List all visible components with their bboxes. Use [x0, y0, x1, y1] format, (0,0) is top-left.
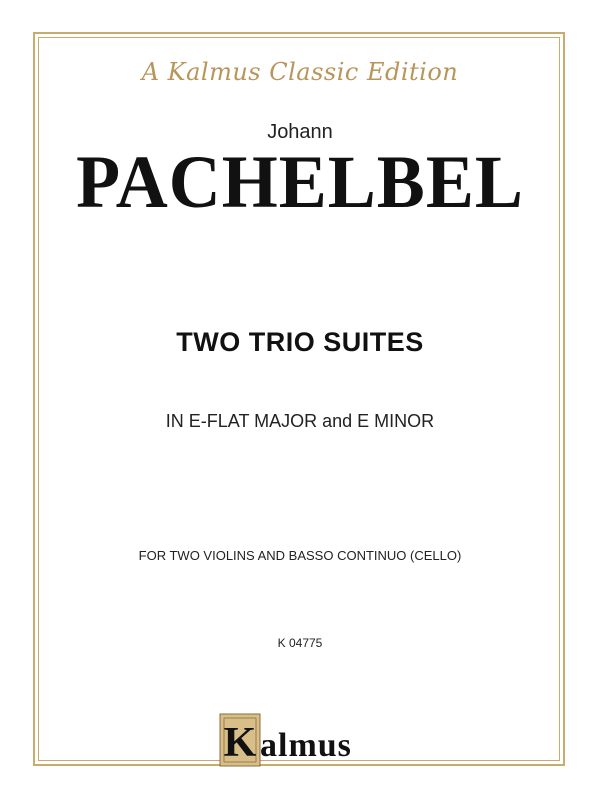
composer-first-name: Johann	[267, 121, 333, 143]
composer-last-name: PACHELBEL	[76, 140, 524, 224]
logo-initial: K	[223, 720, 257, 766]
kalmus-logo	[218, 712, 384, 768]
work-title: TWO TRIO SUITES	[176, 327, 424, 357]
work-keys: IN E-FLAT MAJOR and E MINOR	[165, 411, 435, 431]
catalog-number: K 04775	[277, 636, 323, 650]
series-name: A Kalmus Classic Edition	[141, 58, 459, 86]
instrumentation: FOR TWO VIOLINS AND BASSO CONTINUO (CELLO)	[138, 548, 462, 563]
logo-rest: almus	[260, 727, 352, 764]
